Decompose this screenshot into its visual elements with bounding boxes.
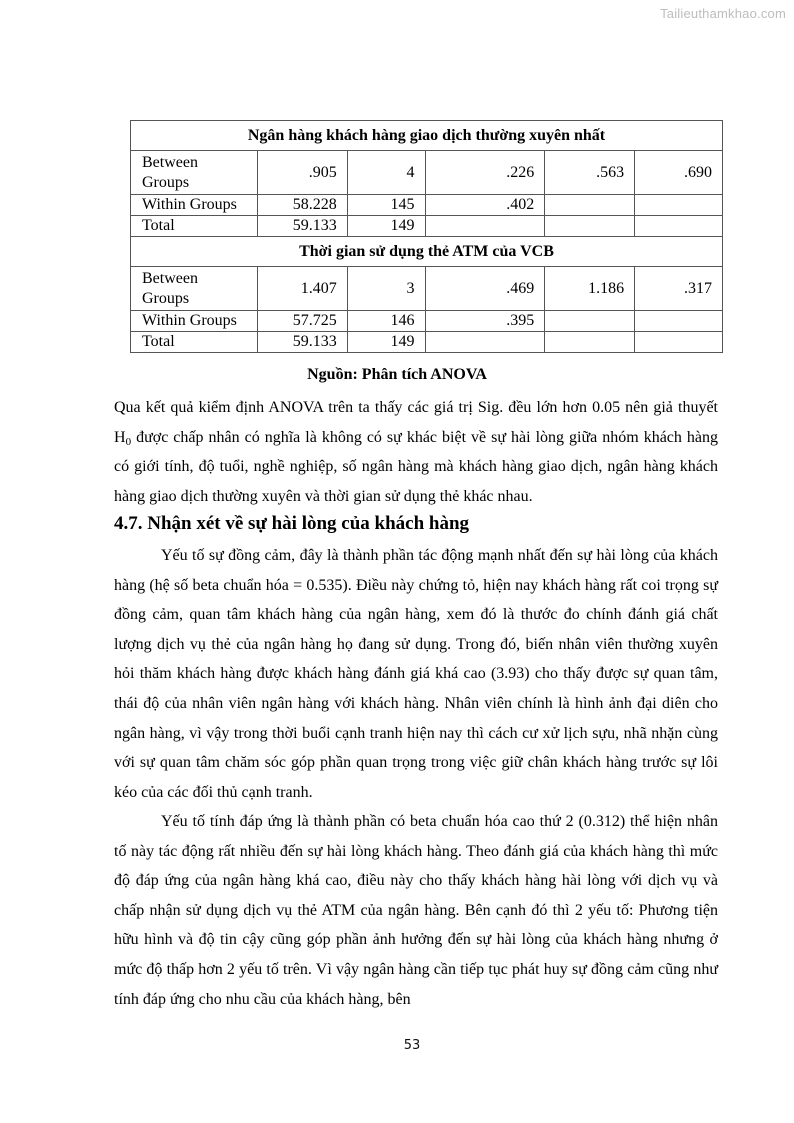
conclusion-text-part2: được chấp nhân có nghĩa là không có sự khác biệt về sự hài lòng giữa nhóm khách hàng có giới tính, độ tuổi, nghề nghiệp, số ngân hàng mà khách hàng giao dịch, ngân hàng khách hàng giao dịch thường xuyên và thời gian sử dụng thẻ khác nhau.: [114, 428, 718, 505]
df-cell: 4: [347, 151, 425, 195]
row-label: Between Groups: [131, 267, 258, 311]
row-label: Between Groups: [131, 151, 258, 195]
row-label: Total: [131, 332, 258, 353]
table-row: [131, 311, 723, 332]
mean-square-cell: [425, 332, 545, 353]
sig-cell: .317: [635, 267, 723, 311]
sig-cell: [635, 216, 723, 237]
table-group-header: [131, 121, 723, 151]
f-cell: .563: [545, 151, 635, 195]
sig-cell: [635, 332, 723, 353]
table-row: [131, 332, 723, 353]
table-source-caption: Nguồn: Phân tích ANOVA: [307, 366, 487, 383]
hypothesis-subscript: 0: [125, 435, 132, 448]
mean-square-cell: [425, 216, 545, 237]
f-cell: [545, 332, 635, 353]
empathy-paragraph: [114, 541, 718, 807]
table-row: [131, 151, 723, 195]
df-cell: 146: [347, 311, 425, 332]
page-number: 53: [403, 1038, 421, 1053]
row-label: Within Groups: [131, 311, 258, 332]
df-cell: 145: [347, 195, 425, 216]
mean-square-cell: .226: [425, 151, 545, 195]
df-cell: 149: [347, 216, 425, 237]
section-heading: 4.7. Nhận xét về sự hài lòng của khách hàng: [114, 513, 470, 534]
group-title: Ngân hàng khách hàng giao dịch thường xuyên nhất: [131, 121, 723, 151]
sum-of-squares-cell: 58.228: [257, 195, 347, 216]
sum-of-squares-cell: .905: [257, 151, 347, 195]
df-cell: 3: [347, 267, 425, 311]
f-cell: [545, 216, 635, 237]
paragraph-text: Yếu tố sự đồng cảm, đây là thành phần tác động mạnh nhất đến sự hài lòng của khách hàng (hệ số beta chuẩn hóa = 0.535). Điều này chứng tỏ, hiện nay khách hàng rất coi trọng sự đồng cảm, quan tâm khách hàng của ngân hàng, xem đó là thước đo chính đánh giá chất lượng dịch vụ thẻ của ngân hàng họ đang sử dụng. Trong đó, biến nhân viên thường xuyên hỏi thăm khách hàng được khách hàng đánh giá khá cao (3.93) cho thấy được sự quan tâm, thái độ của nhân viên ngân hàng với khách hàng. Nhân viên chính là hình ảnh đại diên cho ngân hàng, vì vậy trong thời buổi cạnh tranh hiện nay thì cách cư xử lịch sựu, nhã nhặn cùng với sự quan tâm chăm sóc góp phần quan trọng trong việc giữ chân khách hàng trước sự lôi kéo của các đối thủ cạnh tranh.: [114, 547, 718, 801]
row-label: Total: [131, 216, 258, 237]
sig-cell: .690: [635, 151, 723, 195]
anova-table: [130, 120, 723, 353]
f-cell: [545, 311, 635, 332]
sum-of-squares-cell: 57.725: [257, 311, 347, 332]
row-label: Within Groups: [131, 195, 258, 216]
mean-square-cell: .469: [425, 267, 545, 311]
mean-square-cell: .402: [425, 195, 545, 216]
conclusion-text-part1: Qua kết quả kiểm định ANOVA trên ta thấy các giá trị Sig. đều lớn hơn 0.05 nên giả thuyết H: [114, 399, 718, 446]
f-cell: 1.186: [545, 267, 635, 311]
anova-conclusion-paragraph: [114, 393, 718, 511]
sum-of-squares-cell: 1.407: [257, 267, 347, 311]
mean-square-cell: .395: [425, 311, 545, 332]
sum-of-squares-cell: 59.133: [257, 332, 347, 353]
sig-cell: [635, 311, 723, 332]
responsiveness-paragraph: [114, 807, 718, 1014]
table-row: [131, 216, 723, 237]
sum-of-squares-cell: 59.133: [257, 216, 347, 237]
table-group-header: [131, 237, 723, 267]
f-cell: [545, 195, 635, 216]
watermark: Tailieuthamkhao.com: [660, 6, 786, 21]
sig-cell: [635, 195, 723, 216]
df-cell: 149: [347, 332, 425, 353]
table-row: [131, 267, 723, 311]
table-row: [131, 195, 723, 216]
paragraph-text: Yếu tố tính đáp ứng là thành phần có beta chuẩn hóa cao thứ 2 (0.312) thể hiện nhân tố này tác động rất nhiều đến sự hài lòng khách hàng. Theo đánh giá của khách hàng thì mức độ đáp ứng của ngân hàng khá cao, điều này cho thấy khách hàng hài lòng với dịch vụ và chấp nhận sử dụng dịch vụ thẻ ATM của ngân hàng. Bên cạnh đó thì 2 yếu tố: Phương tiện hữu hình và độ tin cậy cũng góp phần ảnh hưởng đến sự hài lòng của khách hàng nhưng ở mức độ thấp hơn 2 yếu tố trên. Vì vậy ngân hàng cần tiếp tục phát huy sự đồng cảm cũng như tính đáp ứng cho nhu cầu của khách hàng, bên: [114, 813, 718, 1008]
group-title: Thời gian sử dụng thẻ ATM của VCB: [131, 237, 723, 267]
